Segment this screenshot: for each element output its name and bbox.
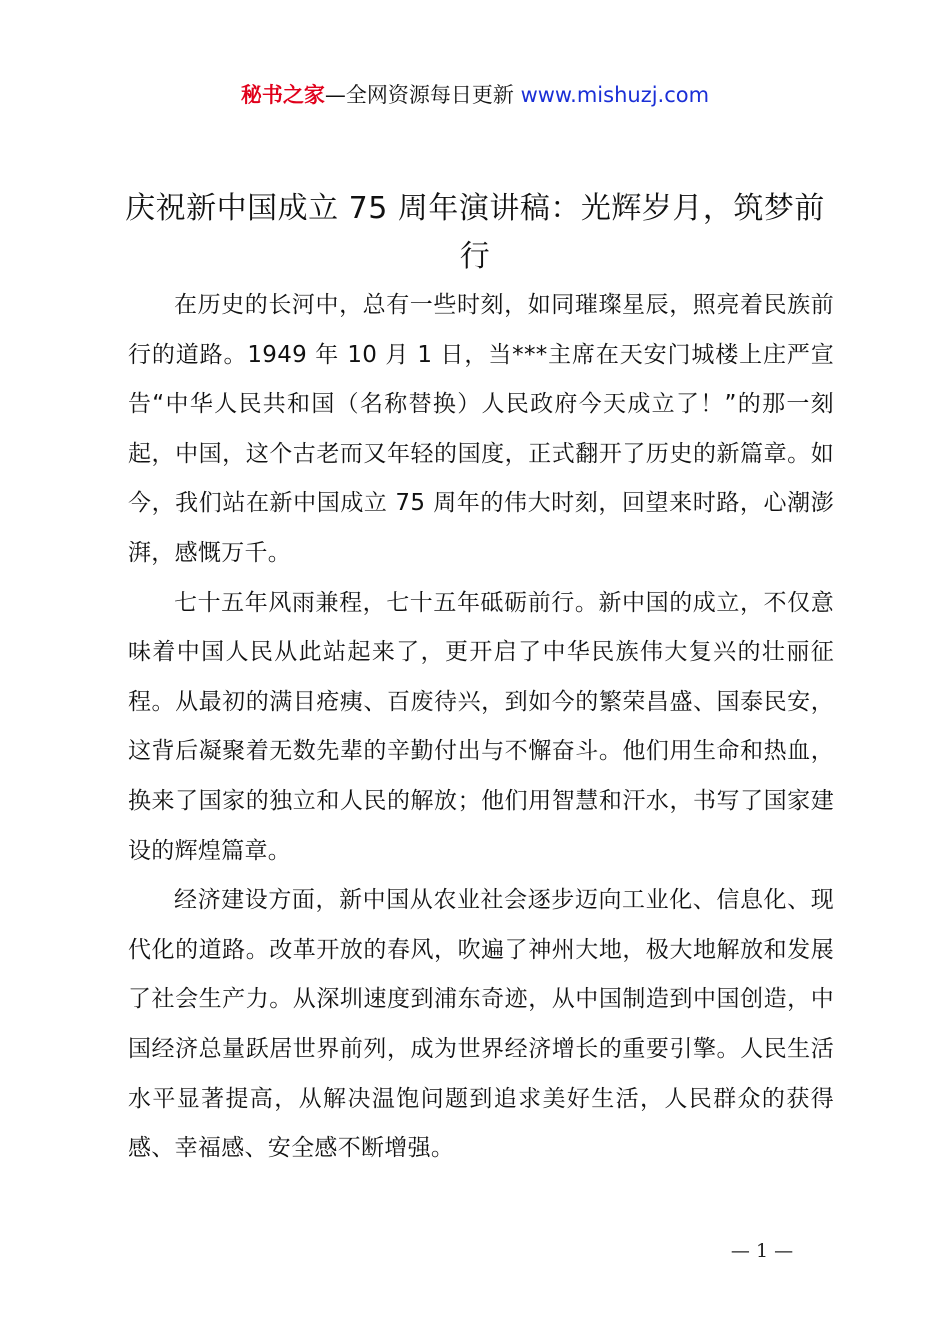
site-header — [0, 78, 950, 112]
document-body — [128, 281, 834, 1174]
paragraph-3: 经济建设方面，新中国从农业社会逐步迈向工业化、信息化、现代化的道路。改革开放的春风，吹遍了神州大地，极大地解放和发展了社会生产力。从深圳速度到浦东奇迹，从中国制造到中国创造，中国经济总量跃居世界前列，成为世界经济增长的重要引擎。人民生活水平显著提高，从解决温饱问题到追求美好生活，人民群众的获得感、幸福感、安全感不断增强。 — [128, 887, 834, 1162]
document-title: 庆祝新中国成立 75 周年演讲稿：光辉岁月，筑梦前行 — [125, 191, 825, 274]
paragraph-1: 在历史的长河中，总有一些时刻，如同璀璨星辰，照亮着民族前行的道路。1949 年 10 月 1 日，当***主席在天安门城楼上庄严宣告“中华人民共和国（名称替换）人民政府今天成立了！”的那一刻起，中国，这个古老而又年轻的国度，正式翻开了历史的新篇章。如今，我们站在新中国成立 75 周年的伟大时刻，回望来时路，心潮澎湃，感慨万千。 — [128, 292, 834, 566]
site-slogan: —全网资源每日更新 — [324, 83, 521, 107]
site-brand: 秘书之家 — [240, 83, 325, 107]
page-number: — 1 — — [730, 1240, 794, 1262]
paragraph-2: 七十五年风雨兼程，七十五年砥砺前行。新中国的成立，不仅意味着中国人民从此站起来了，更开启了中华民族伟大复兴的壮丽征程。从最初的满目疮痍、百废待兴，到如今的繁荣昌盛、国泰民安，这背后凝聚着无数先辈的辛勤付出与不懈奋斗。他们用生命和热血，换来了国家的独立和人民的解放；他们用智慧和汗水，书写了国家建设的辉煌篇章。 — [128, 589, 834, 864]
site-url-link[interactable]: www.mishuzj.com — [520, 83, 710, 107]
